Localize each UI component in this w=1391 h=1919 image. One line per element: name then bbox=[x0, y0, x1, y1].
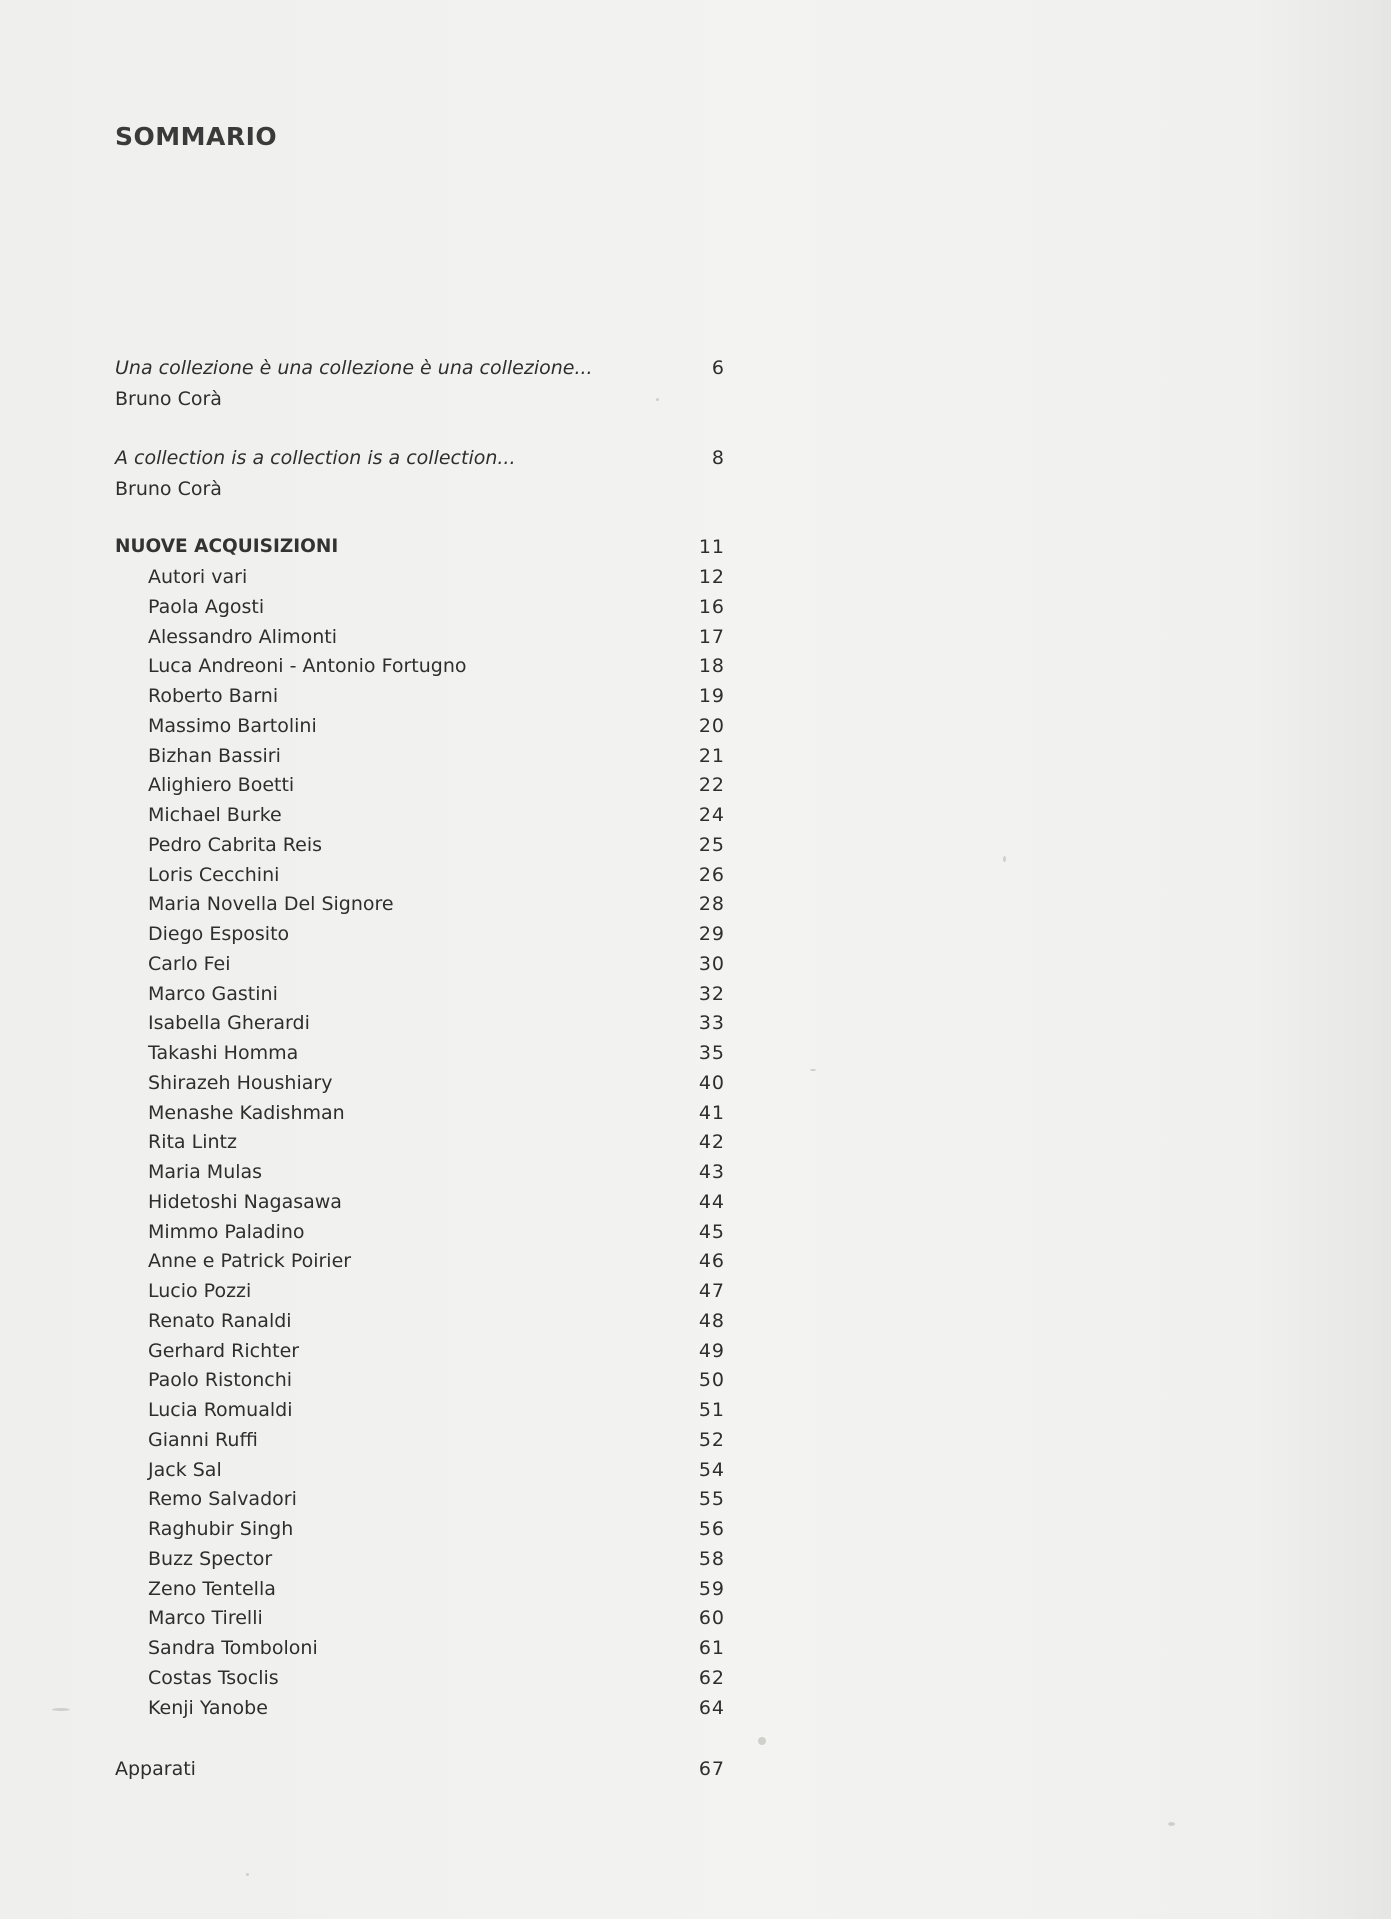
page-number: 8 bbox=[711, 447, 725, 469]
entry-name: Buzz Spector bbox=[148, 1547, 273, 1570]
essay-title: Una collezione è una collezione è una collezione... bbox=[115, 357, 593, 379]
page-number: 30 bbox=[698, 952, 725, 975]
toc-entry bbox=[115, 1010, 725, 1036]
entry-name: Roberto Barni bbox=[148, 685, 279, 707]
entry-name: Mimmo Paladino bbox=[148, 1220, 305, 1243]
page-number: 12 bbox=[698, 566, 725, 588]
toc-entry bbox=[115, 743, 725, 769]
page-number: 16 bbox=[698, 595, 725, 618]
paper-speck bbox=[246, 1873, 249, 1876]
page-number: 25 bbox=[698, 833, 725, 856]
toc-entry bbox=[115, 1546, 725, 1572]
entry-name: Marco Tirelli bbox=[148, 1607, 263, 1630]
paper-speck bbox=[758, 1737, 766, 1745]
page-number: 61 bbox=[698, 1637, 725, 1659]
page-number: 64 bbox=[698, 1696, 725, 1719]
page-number: 62 bbox=[698, 1666, 725, 1689]
entry-name: Alighiero Boetti bbox=[148, 774, 295, 797]
entry-name: Pedro Cabrita Reis bbox=[148, 833, 322, 856]
page-number: 44 bbox=[698, 1190, 725, 1213]
page-number: 52 bbox=[698, 1428, 725, 1451]
entry-name: Costas Tsoclis bbox=[148, 1666, 279, 1689]
toc-entry bbox=[115, 594, 725, 620]
paper-speck bbox=[810, 1069, 816, 1071]
toc-entry bbox=[115, 891, 725, 917]
entry-name: Lucia Romualdi bbox=[148, 1399, 293, 1421]
entry-name: Diego Esposito bbox=[148, 923, 290, 945]
page-number: 46 bbox=[698, 1250, 725, 1273]
page-number: 49 bbox=[698, 1339, 725, 1362]
entry-name: Menashe Kadishman bbox=[148, 1101, 345, 1124]
page-number: 60 bbox=[698, 1607, 725, 1630]
toc-entry bbox=[115, 1040, 725, 1066]
page-number: 28 bbox=[698, 893, 725, 916]
entry-name: Carlo Fei bbox=[148, 952, 231, 975]
entry-name: Gianni Ruffi bbox=[148, 1428, 258, 1451]
page-number: 32 bbox=[698, 982, 725, 1005]
entry-name: Jack Sal bbox=[148, 1458, 222, 1481]
toc-entry bbox=[115, 1576, 725, 1602]
toc-entry bbox=[115, 1189, 725, 1215]
toc-essay-title bbox=[115, 445, 725, 471]
toc-entry bbox=[115, 1278, 725, 1304]
page-number: 54 bbox=[698, 1458, 725, 1481]
page-number: 29 bbox=[698, 923, 725, 945]
page-number: 19 bbox=[698, 685, 725, 707]
paper-speck bbox=[1003, 856, 1006, 862]
toc-entry bbox=[115, 1516, 725, 1542]
toc-entry bbox=[115, 921, 725, 947]
entry-name: Zeno Tentella bbox=[148, 1577, 276, 1600]
toc-entry bbox=[115, 564, 725, 590]
toc-entry bbox=[115, 832, 725, 858]
page-number: 26 bbox=[698, 863, 725, 886]
entry-name: Remo Salvadori bbox=[148, 1488, 297, 1511]
toc-entry bbox=[115, 1159, 725, 1185]
entry-name: Sandra Tomboloni bbox=[148, 1637, 318, 1659]
entry-name: Autori vari bbox=[148, 566, 248, 588]
toc-entry bbox=[115, 1635, 725, 1661]
essay-author: Bruno Corà bbox=[115, 388, 222, 410]
entry-name: Lucio Pozzi bbox=[148, 1280, 252, 1302]
page-number: 59 bbox=[698, 1577, 725, 1600]
entry-name: Michael Burke bbox=[148, 804, 282, 826]
entry-name: Maria Mulas bbox=[148, 1161, 263, 1183]
entry-name: Renato Ranaldi bbox=[148, 1309, 292, 1332]
page-number: 51 bbox=[698, 1399, 725, 1421]
entry-name: Kenji Yanobe bbox=[148, 1696, 268, 1719]
page-number: 67 bbox=[698, 1758, 725, 1780]
toc-entry bbox=[115, 1070, 725, 1096]
toc-entry bbox=[115, 1248, 725, 1274]
toc-entry bbox=[115, 1308, 725, 1334]
page-number: 42 bbox=[698, 1131, 725, 1154]
page-number: 20 bbox=[698, 714, 725, 737]
toc-essay-title bbox=[115, 355, 725, 381]
toc-entry bbox=[115, 1665, 725, 1691]
toc-entry bbox=[115, 1605, 725, 1631]
page-number: 21 bbox=[698, 744, 725, 767]
page-number: 45 bbox=[698, 1220, 725, 1243]
entry-name: Maria Novella Del Signore bbox=[148, 893, 394, 916]
entry-name: Bizhan Bassiri bbox=[148, 744, 281, 767]
toc-appendix bbox=[115, 1756, 725, 1782]
toc-essay-author bbox=[115, 386, 725, 412]
essay-author: Bruno Corà bbox=[115, 478, 222, 500]
page-number: 50 bbox=[698, 1369, 725, 1392]
toc-entry bbox=[115, 683, 725, 709]
toc-entry bbox=[115, 772, 725, 798]
toc-entry bbox=[115, 1397, 725, 1423]
entry-name: Shirazeh Houshiary bbox=[148, 1071, 333, 1094]
entry-name: Luca Andreoni - Antonio Fortugno bbox=[148, 655, 467, 678]
entry-name: Massimo Bartolini bbox=[148, 714, 317, 737]
page-number: 40 bbox=[698, 1071, 725, 1094]
toc-entry bbox=[115, 1129, 725, 1155]
toc-entry bbox=[115, 713, 725, 739]
page-title: SOMMARIO bbox=[115, 122, 278, 151]
toc-essay-author bbox=[115, 476, 725, 502]
toc-entry bbox=[115, 981, 725, 1007]
page-number: 11 bbox=[698, 536, 725, 558]
page-number: 17 bbox=[698, 625, 725, 648]
toc-entry bbox=[115, 1486, 725, 1512]
toc-entry bbox=[115, 802, 725, 828]
toc-entry bbox=[115, 1219, 725, 1245]
page-number: 18 bbox=[698, 655, 725, 678]
page-number: 48 bbox=[698, 1309, 725, 1332]
entry-name: Marco Gastini bbox=[148, 982, 278, 1005]
page-number: 47 bbox=[698, 1280, 725, 1302]
entry-name: Isabella Gherardi bbox=[148, 1012, 310, 1035]
entry-name: Rita Lintz bbox=[148, 1131, 237, 1154]
page-number: 58 bbox=[698, 1547, 725, 1570]
toc-section-heading bbox=[115, 534, 725, 560]
entry-name: Alessandro Alimonti bbox=[148, 625, 338, 648]
page-number: 6 bbox=[711, 357, 725, 379]
paper-speck bbox=[1168, 1822, 1175, 1826]
toc-entry bbox=[115, 1100, 725, 1126]
toc-entry bbox=[115, 624, 725, 650]
page-number: 22 bbox=[698, 774, 725, 797]
page-number: 41 bbox=[698, 1101, 725, 1124]
page-number: 56 bbox=[698, 1518, 725, 1540]
toc-entry bbox=[115, 951, 725, 977]
section-label: NUOVE ACQUISIZIONI bbox=[115, 536, 339, 557]
toc-entry bbox=[115, 1338, 725, 1364]
toc-entry bbox=[115, 862, 725, 888]
entry-name: Takashi Homma bbox=[148, 1042, 299, 1064]
page-number: 43 bbox=[698, 1161, 725, 1183]
page-number: 55 bbox=[698, 1488, 725, 1511]
paper-speck bbox=[52, 1708, 70, 1711]
toc-entry bbox=[115, 1695, 725, 1721]
appendix-label: Apparati bbox=[115, 1758, 196, 1780]
entry-name: Raghubir Singh bbox=[148, 1518, 294, 1540]
entry-name: Anne e Patrick Poirier bbox=[148, 1250, 352, 1273]
page-number: 33 bbox=[698, 1012, 725, 1035]
page-number: 35 bbox=[698, 1042, 725, 1064]
entry-name: Paola Agosti bbox=[148, 595, 265, 618]
toc-entry bbox=[115, 1457, 725, 1483]
page-number: 24 bbox=[698, 804, 725, 826]
paper-speck bbox=[656, 398, 659, 401]
toc-entry bbox=[115, 1367, 725, 1393]
entry-name: Gerhard Richter bbox=[148, 1339, 300, 1362]
essay-title: A collection is a collection is a collection... bbox=[115, 447, 516, 469]
toc-entry bbox=[115, 1427, 725, 1453]
entry-name: Hidetoshi Nagasawa bbox=[148, 1190, 342, 1213]
entry-name: Loris Cecchini bbox=[148, 863, 280, 886]
entry-name: Paolo Ristonchi bbox=[148, 1369, 293, 1392]
toc-entry bbox=[115, 653, 725, 679]
